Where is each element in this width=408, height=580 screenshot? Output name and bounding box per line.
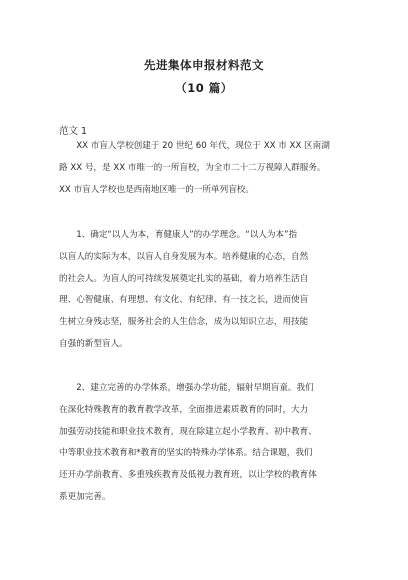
paragraph-line: 加强劳动技能和职业技术教育，现在除建立起小学教育、初中教育、 [59, 426, 317, 437]
section-label: 范文 1 [59, 126, 88, 137]
paragraph-philosophy [59, 225, 351, 356]
paragraph-line: 生树立身残志坚，服务社会的人生信念，成为以知识立志，用技能 [59, 317, 309, 328]
document-subtitle: （10 篇） [175, 81, 233, 95]
paragraph-line: 在深化特殊教育的教育教学改革，全面推进素质教育的同时，大力 [59, 404, 309, 415]
paragraph-line: 自强的新型盲人。 [59, 338, 128, 349]
paragraph-line: 中等职业技术教育和*教育的坚实的特殊办学体系。结合课题，我们 [59, 448, 313, 459]
paragraph-line: XX 市盲人学校创建于 20 世纪 60 年代，现位于 XX 市 XX 区南湖 [59, 141, 330, 151]
document-title: 先进集体申报材料范文 [144, 58, 264, 72]
paragraph-system [59, 378, 351, 509]
paragraph-line: XX 市盲人学校也是西南地区唯一的一所单列盲校。 [59, 184, 254, 195]
paragraph-line: 的社会人。为盲人的可持续发展奠定扎实的基础，着力培养生活自 [59, 273, 309, 284]
paragraph-line: 路 XX 号，是 XX 市唯一的一所盲校，为全市二十二万视障人群服务。 [59, 162, 326, 173]
paragraph-line: 1、确定“以人为本，育健康人”的办学理念。“以人为本”指 [59, 230, 298, 240]
paragraph-line: 2、建立完善的办学体系，增强办学功能，辐射早期盲童。我们 [59, 383, 314, 393]
paragraph-line: 还开办学前教育、多重残疾教育及低视力教育班，以让学校的教育体 [59, 470, 317, 481]
paragraph-intro [59, 136, 351, 201]
paragraph-line: 系更加完善。 [59, 491, 111, 502]
paragraph-line: 理、心智健康、有理想、有文化、有纪律、有一技之长，进而使盲 [59, 295, 309, 306]
paragraph-line: 以盲人的实际为本，以盲人自身发展为本。培养健康的心态，自然 [59, 251, 309, 262]
